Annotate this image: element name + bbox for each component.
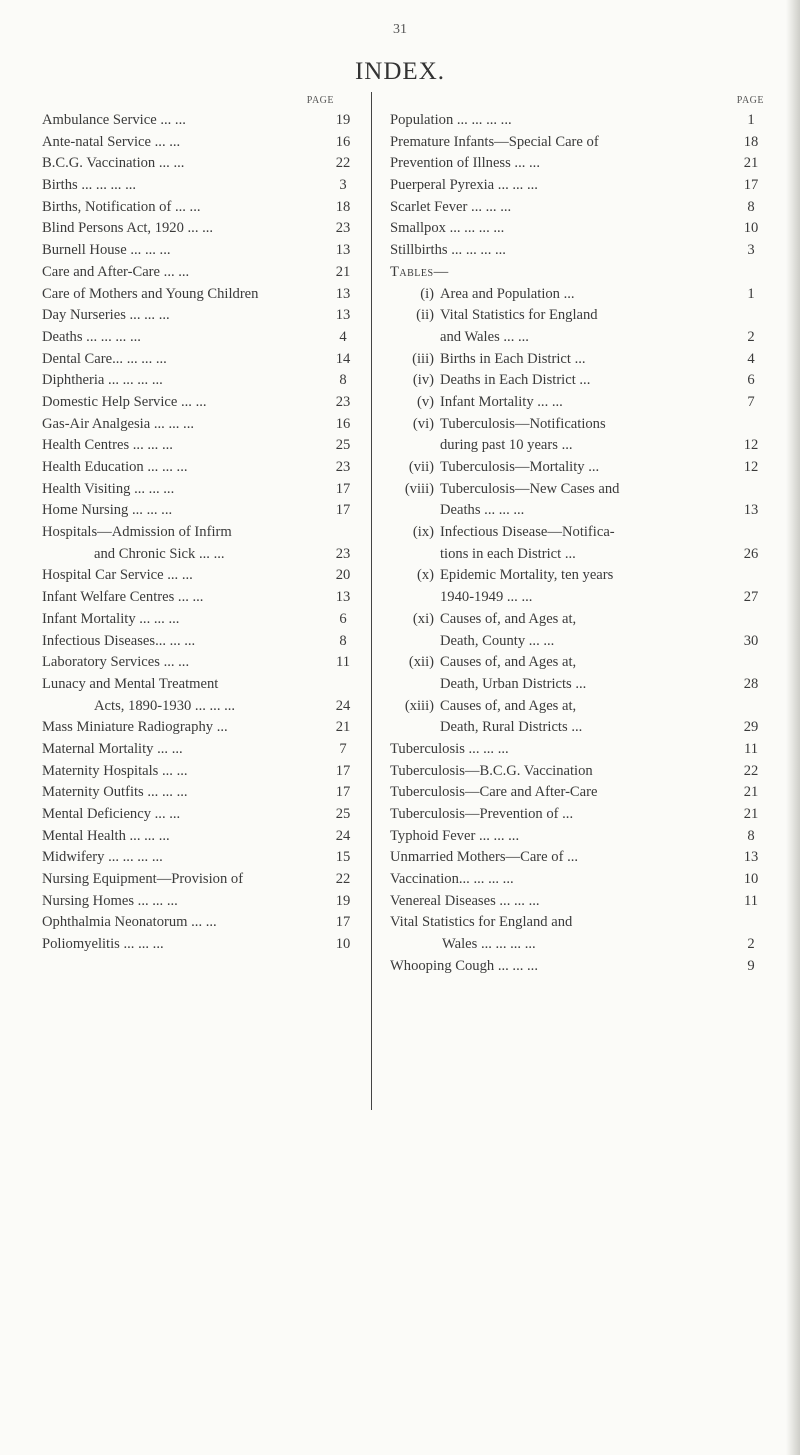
entry-label: Deaths ... ... ... <box>440 502 525 519</box>
index-entry <box>42 305 366 325</box>
entry-page-number: 16 <box>335 133 351 150</box>
entry-page-number: 2 <box>747 328 755 345</box>
entry-page-number: 17 <box>335 762 351 779</box>
entry-label: Death, County ... ... <box>440 632 555 649</box>
entry-page-number: 19 <box>335 892 351 909</box>
entry-label: Smallpox ... ... ... ... <box>390 220 505 237</box>
entry-label: Health Education ... ... ... <box>42 459 188 475</box>
entry-label: Hospitals—Admission of Infirm <box>42 524 232 541</box>
entry-label: Tuberculosis—Prevention of ... <box>390 806 574 822</box>
entry-label: Wales ... ... ... ... <box>442 936 536 953</box>
entry-label: Gas-Air Analgesia ... ... ... <box>42 415 194 432</box>
roman-numeral: (xiii) <box>404 697 434 714</box>
entry-page-number: 23 <box>335 545 351 562</box>
entry-page-number: 13 <box>335 285 351 302</box>
entry-label: Tuberculosis—Mortality ... <box>440 459 600 475</box>
index-entry <box>42 392 366 412</box>
roman-numeral: (v) <box>416 393 434 410</box>
entry-label: Infant Welfare Centres ... ... <box>42 589 204 606</box>
entry-page-number: 28 <box>743 675 759 692</box>
index-entry <box>42 132 366 152</box>
entry-label: Midwifery ... ... ... ... <box>42 849 163 866</box>
index-entry <box>390 110 770 130</box>
entry-label: Infant Mortality ... ... <box>440 393 563 410</box>
entry-page-number: 17 <box>335 502 351 519</box>
entry-page-number: 8 <box>747 827 755 844</box>
table-list-item <box>390 631 770 651</box>
index-entry <box>42 435 366 455</box>
entry-label: Laboratory Services ... ... <box>42 654 190 671</box>
entry-page-number: 3 <box>339 177 347 194</box>
entry-label: Ante-natal Service ... ... <box>42 133 181 150</box>
entry-page-number: 25 <box>335 806 351 822</box>
entry-page-number: 23 <box>335 459 351 475</box>
index-entry <box>42 370 366 390</box>
entry-label: Maternity Hospitals ... ... <box>42 762 188 779</box>
entry-label: Ambulance Service ... ... <box>42 112 186 128</box>
roman-numeral: (ix) <box>412 524 434 541</box>
entry-label: Death, Urban Districts ... <box>440 675 587 692</box>
table-list-item <box>390 522 770 542</box>
entry-label: Maternity Outfits ... ... ... <box>42 784 188 801</box>
table-list-item <box>390 587 770 607</box>
table-list-item <box>390 544 770 564</box>
index-entry <box>42 349 366 369</box>
table-list-item <box>390 696 770 716</box>
entry-label: Hospital Car Service ... ... <box>42 567 193 584</box>
index-entry <box>42 284 366 304</box>
entry-page-number: 12 <box>743 437 759 454</box>
entry-page-number: 27 <box>743 589 759 606</box>
entry-page-number: 15 <box>335 849 351 866</box>
entry-label: Mental Health ... ... ... <box>42 827 170 844</box>
index-entry <box>390 262 770 282</box>
entry-page-number: 8 <box>339 632 347 649</box>
index-entry <box>42 262 366 282</box>
index-entry <box>390 240 770 260</box>
entry-label: Poliomyelitis ... ... ... <box>42 936 164 953</box>
entry-page-number: 24 <box>335 697 351 714</box>
entry-page-number: 2 <box>747 936 755 953</box>
entry-label: Births, Notification of ... ... <box>42 198 201 215</box>
entry-page-number: 7 <box>747 393 755 410</box>
entry-label: Premature Infants—Special Care of <box>390 133 599 150</box>
index-entry <box>390 175 770 195</box>
roman-numeral: (vii) <box>408 459 434 475</box>
entry-page-number: 18 <box>335 198 351 215</box>
entry-label: Maternal Mortality ... ... <box>42 740 183 757</box>
index-entry <box>390 956 770 976</box>
index-entry <box>390 804 770 824</box>
entry-label: 1940-1949 ... ... <box>440 589 533 606</box>
entry-label: Epidemic Mortality, ten years <box>440 567 614 584</box>
index-entry <box>42 544 366 564</box>
page-title: INDEX. <box>354 58 445 85</box>
entry-page-number: 21 <box>743 806 759 822</box>
entry-label: Tables— <box>390 263 449 280</box>
entry-page-number: 1 <box>747 112 755 128</box>
entry-page-number: 4 <box>339 328 347 345</box>
entry-page-number: 20 <box>335 567 351 584</box>
index-entry <box>42 696 366 716</box>
entry-page-number: 13 <box>743 849 759 866</box>
entry-label: Death, Rural Districts ... <box>440 719 583 736</box>
index-entry <box>42 218 366 238</box>
entry-page-number: 10 <box>743 220 759 237</box>
index-entry <box>42 782 366 802</box>
roman-numeral: (ii) <box>416 307 434 324</box>
entry-label: Causes of, and Ages at, <box>440 654 577 671</box>
entry-label: Tuberculosis—B.C.G. Vaccination <box>390 762 593 779</box>
entry-page-number: 10 <box>335 936 351 953</box>
entry-label: during past 10 years ... <box>440 437 573 454</box>
entry-label: Deaths in Each District ... <box>440 372 591 389</box>
entry-label: Care and After-Care ... ... <box>42 263 190 280</box>
table-list-item <box>390 652 770 672</box>
entry-page-number: 21 <box>335 719 351 736</box>
index-entry <box>42 934 366 954</box>
entry-label: Burnell House ... ... ... <box>42 242 171 259</box>
index-entry <box>390 218 770 238</box>
index-entry <box>42 153 366 173</box>
index-entry <box>390 847 770 867</box>
entry-label: and Chronic Sick ... ... <box>94 545 225 562</box>
entry-label: Mass Miniature Radiography ... <box>42 719 228 736</box>
entry-label: Vaccination... ... ... ... <box>390 871 514 888</box>
index-entry <box>42 327 366 347</box>
entry-page-number: 14 <box>335 350 351 367</box>
index-entry <box>42 175 366 195</box>
page-number: 31 <box>393 22 407 37</box>
entry-label: Diphtheria ... ... ... ... <box>42 372 163 389</box>
index-entry <box>390 761 770 781</box>
entry-label: Population ... ... ... ... <box>390 112 512 128</box>
roman-numeral: (iii) <box>412 350 434 367</box>
index-entry <box>390 934 770 954</box>
index-entry <box>42 110 366 130</box>
entry-page-number: 21 <box>743 155 759 172</box>
entry-page-number: 18 <box>743 133 759 150</box>
table-list-item <box>390 479 770 499</box>
entry-page-number: 22 <box>335 871 351 888</box>
index-entry <box>42 652 366 672</box>
entry-label: Infant Mortality ... ... ... <box>42 610 180 627</box>
entry-label: Area and Population ... <box>440 285 575 302</box>
table-list-item <box>390 327 770 347</box>
index-right-column <box>390 92 770 978</box>
page-column-header: PAGE <box>736 95 764 106</box>
entry-label: Prevention of Illness ... ... <box>390 155 540 172</box>
entry-label: tions in each District ... <box>440 545 576 562</box>
entry-page-number: 11 <box>743 892 759 909</box>
entry-label: Nursing Homes ... ... ... <box>42 892 178 909</box>
entry-label: Typhoid Fever ... ... ... <box>390 827 520 844</box>
index-entry <box>390 132 770 152</box>
entry-label: Dental Care... ... ... ... <box>42 350 167 367</box>
entry-page-number: 13 <box>743 502 759 519</box>
roman-numeral: (xii) <box>408 654 434 671</box>
entry-page-number: 13 <box>335 589 351 606</box>
index-entry <box>390 891 770 911</box>
index-entry <box>42 197 366 217</box>
index-entry <box>390 153 770 173</box>
entry-page-number: 23 <box>335 220 351 237</box>
table-list-item <box>390 435 770 455</box>
entry-page-number: 12 <box>743 459 759 475</box>
entry-label: Infectious Diseases... ... ... <box>42 632 196 649</box>
index-entry <box>42 631 366 651</box>
index-entry <box>42 240 366 260</box>
roman-numeral: (viii) <box>404 480 434 497</box>
entry-label: Births ... ... ... ... <box>42 177 137 194</box>
index-entry <box>390 197 770 217</box>
entry-page-number: 19 <box>335 112 351 128</box>
left-entry-list <box>42 110 366 954</box>
entry-page-number: 8 <box>747 198 755 215</box>
entry-label: Venereal Diseases ... ... ... <box>390 892 540 909</box>
entry-page-number: 6 <box>339 610 347 627</box>
entry-page-number: 17 <box>335 914 351 931</box>
entry-page-number: 30 <box>743 632 759 649</box>
table-list-item <box>390 392 770 412</box>
entry-page-number: 10 <box>743 871 759 888</box>
table-list-item <box>390 284 770 304</box>
roman-numeral: (xi) <box>412 610 434 627</box>
entry-label: Causes of, and Ages at, <box>440 610 577 627</box>
index-entry <box>42 587 366 607</box>
entry-page-number: 13 <box>335 307 351 324</box>
table-list-item <box>390 305 770 325</box>
index-entry <box>42 717 366 737</box>
entry-label: Home Nursing ... ... ... <box>42 502 173 519</box>
entry-label: Puerperal Pyrexia ... ... ... <box>390 177 538 194</box>
table-list-item <box>390 500 770 520</box>
index-entry <box>390 782 770 802</box>
entry-label: Nursing Equipment—Provision of <box>42 871 244 888</box>
entry-label: Infectious Disease—Notifica- <box>440 524 615 541</box>
column-divider <box>371 92 372 1110</box>
entry-label: Tuberculosis—New Cases and <box>440 480 620 497</box>
entry-page-number: 9 <box>747 957 755 974</box>
table-list-item <box>390 414 770 434</box>
entry-label: Blind Persons Act, 1920 ... ... <box>42 220 214 237</box>
index-left-column <box>42 92 366 956</box>
roman-numeral: (i) <box>420 285 434 302</box>
index-entry <box>42 847 366 867</box>
index-entry <box>42 500 366 520</box>
index-entry <box>42 739 366 759</box>
entry-page-number: 7 <box>339 740 347 757</box>
index-entry <box>42 609 366 629</box>
entry-label: Domestic Help Service ... ... <box>42 393 207 410</box>
entry-page-number: 29 <box>743 719 759 736</box>
entry-label: Care of Mothers and Young Children <box>42 285 259 302</box>
entry-label: Tuberculosis—Care and After-Care <box>390 784 598 801</box>
table-list-item <box>390 565 770 585</box>
entry-page-number: 11 <box>335 654 351 671</box>
entry-page-number: 16 <box>335 415 351 432</box>
table-list-item <box>390 717 770 737</box>
entry-page-number: 25 <box>335 437 351 454</box>
entry-label: Health Visiting ... ... ... <box>42 480 175 497</box>
entry-page-number: 3 <box>747 242 755 259</box>
entry-label: Scarlet Fever ... ... ... <box>390 198 512 215</box>
entry-page-number: 17 <box>335 784 351 801</box>
page-edge-shadow <box>786 0 800 1455</box>
entry-page-number: 17 <box>743 177 759 194</box>
entry-label: Ophthalmia Neonatorum ... ... <box>42 914 217 931</box>
entry-label: Whooping Cough ... ... ... <box>390 957 538 974</box>
index-entry <box>42 826 366 846</box>
entry-label: Tuberculosis ... ... ... <box>390 740 509 757</box>
entry-label: Deaths ... ... ... ... <box>42 328 141 345</box>
index-entry <box>390 739 770 759</box>
entry-label: Tuberculosis—Notifications <box>440 415 606 432</box>
entry-page-number: 23 <box>335 393 351 410</box>
table-list-item <box>390 349 770 369</box>
entry-label: Day Nurseries ... ... ... <box>42 307 170 324</box>
right-entry-list <box>390 110 770 976</box>
page-column-header: PAGE <box>306 95 334 106</box>
entry-label: Health Centres ... ... ... <box>42 437 173 454</box>
entry-label: Causes of, and Ages at, <box>440 697 577 714</box>
index-entry <box>390 826 770 846</box>
entry-page-number: 13 <box>335 242 351 259</box>
index-entry <box>42 479 366 499</box>
entry-page-number: 8 <box>339 372 347 389</box>
index-entry <box>42 414 366 434</box>
table-list-item <box>390 370 770 390</box>
entry-label: Births in Each District ... <box>440 350 586 367</box>
entry-page-number: 22 <box>743 762 759 779</box>
index-entry <box>42 522 366 542</box>
entry-page-number: 21 <box>335 263 351 280</box>
entry-label: B.C.G. Vaccination ... ... <box>42 155 185 172</box>
entry-label: Mental Deficiency ... ... <box>42 806 181 822</box>
index-entry <box>42 804 366 824</box>
entry-page-number: 17 <box>335 480 351 497</box>
table-list-item <box>390 609 770 629</box>
index-entry <box>42 674 366 694</box>
entry-page-number: 6 <box>747 372 755 389</box>
index-entry <box>42 565 366 585</box>
roman-numeral: (vi) <box>412 415 434 432</box>
entry-label: Acts, 1890-1930 ... ... ... <box>94 697 236 714</box>
entry-label: Lunacy and Mental Treatment <box>42 675 219 692</box>
entry-label: Stillbirths ... ... ... ... <box>390 242 506 259</box>
entry-page-number: 26 <box>743 545 759 562</box>
index-entry <box>42 457 366 477</box>
entry-page-number: 22 <box>335 155 351 172</box>
table-list-item <box>390 457 770 477</box>
index-entry <box>42 869 366 889</box>
index-entry <box>390 912 770 932</box>
index-entry <box>42 891 366 911</box>
entry-page-number: 1 <box>747 285 755 302</box>
entry-label: Unmarried Mothers—Care of ... <box>390 849 579 866</box>
table-list-item <box>390 674 770 694</box>
roman-numeral: (iv) <box>412 372 434 389</box>
entry-page-number: 4 <box>747 350 755 367</box>
index-entry <box>390 869 770 889</box>
index-entry <box>42 761 366 781</box>
roman-numeral: (x) <box>416 567 434 584</box>
entry-label: Vital Statistics for England and <box>390 914 573 931</box>
entry-label: Vital Statistics for England <box>440 307 598 324</box>
entry-label: and Wales ... ... <box>440 328 529 345</box>
entry-page-number: 11 <box>743 740 759 757</box>
entry-page-number: 24 <box>335 827 351 844</box>
index-entry <box>42 912 366 932</box>
entry-page-number: 21 <box>743 784 759 801</box>
